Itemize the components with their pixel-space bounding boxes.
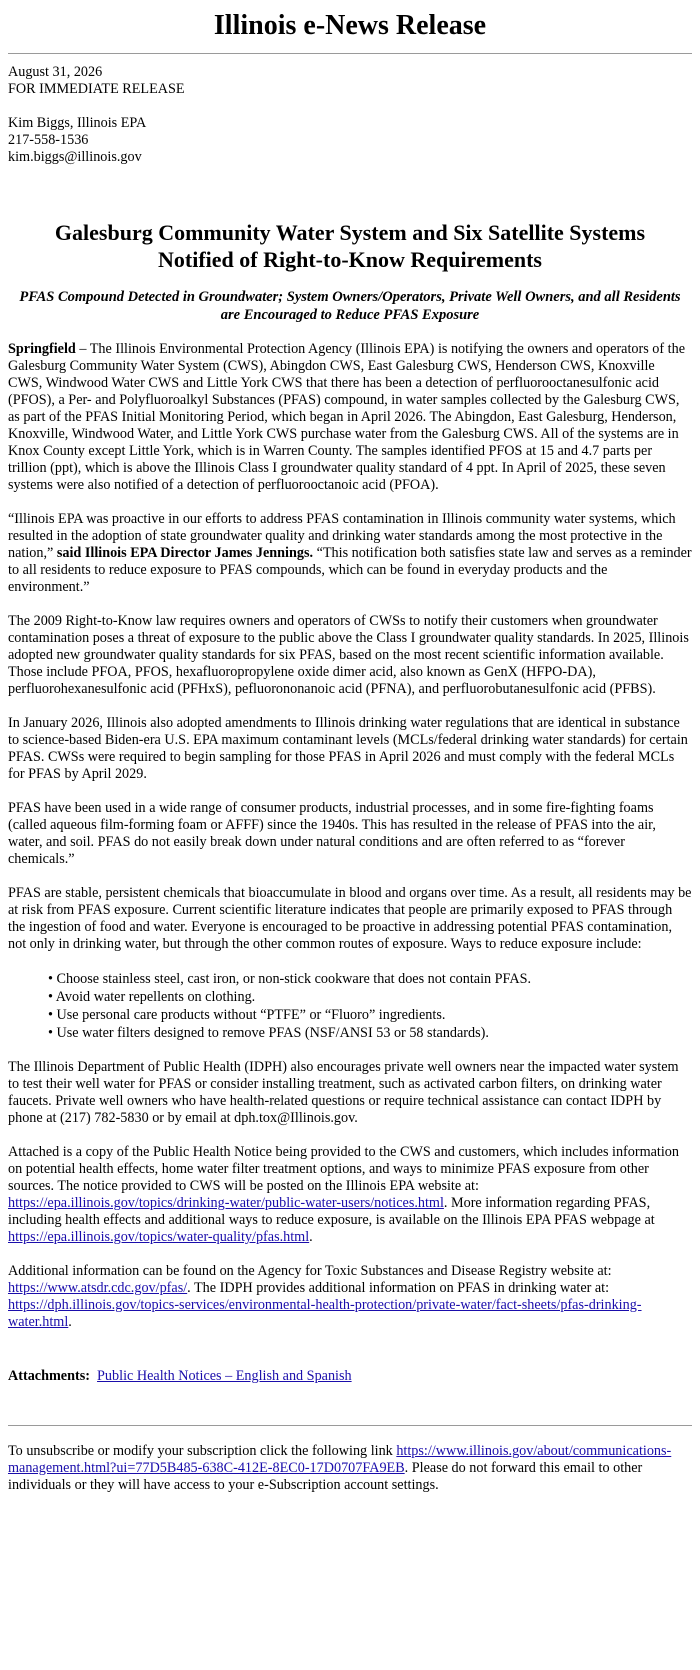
paragraph-right-to-know: The 2009 Right-to-Know law requires owners and operators of CWSs to notify their customers when groundwater contamination poses a threat of exposure to the public above the Class I groundwater quality standards. In 2025, Illinois adopted new groundwater quality standards for six PFAS, based on the most recent scientific information available. Those include PFOA, PFOS, hexafluoropropylene oxide dimer acid, also known as GenX (HFPO-DA), perfluorohexanesulfonic acid (PFHxS), pefluorononanoic acid (PFNA), and perfluorobutanesulfonic acid (PFBS).	[8, 613, 689, 697]
attachments-row	[8, 1368, 692, 1385]
list-item: • Avoid water repellents on clothing.	[48, 989, 256, 1005]
dateline: Springfield	[8, 341, 76, 357]
attachment-link[interactable]: Public Health Notices – English and Spanish	[97, 1368, 352, 1384]
paragraph-quote: “Illinois EPA was proactive in our efforts to address PFAS contamination in Illinois community water systems, which resulted in the adoption of state groundwater quality and drinking water standards among the most protective in the nation,” said Illinois EPA Director James Jennings. “This notification both satisfies state law and serves as a reminder to all residents to reduce exposure to PFAS compounds, which can be found in everyday products and the environment.”	[8, 511, 692, 595]
contact-phone: 217-558-1536	[8, 132, 89, 148]
paragraph-exposure: PFAS are stable, persistent chemicals that bioaccumulate in blood and organs over time. As a result, all residents may be at risk from PFAS exposure. Current scientific literature indicates that people are primarily exposed to PFAS through the ingestion of food and water. Everyone is encouraged to be proactive in addressing potential PFAS contamination, not only in drinking water, but through the other common routes of exposure. Ways to reduce exposure include:	[8, 885, 692, 952]
idph-pfas-link[interactable]: https://dph.illinois.gov/topics-services/environmental-health-protection/private-water/fact-sheets/pfas-drinking-water.html	[8, 1297, 642, 1330]
contact-email: kim.biggs@illinois.gov	[8, 149, 142, 165]
atsdr-link[interactable]: https://www.atsdr.cdc.gov/pfas/	[8, 1280, 188, 1296]
contact-name: Kim Biggs, Illinois EPA	[8, 115, 147, 131]
list-item: • Choose stainless steel, cast iron, or non-stick cookware that does not contain PFAS.	[48, 971, 532, 987]
release-headline: Galesburg Community Water System and Six Satellite Systems Notified of Right-to-Know Requirements	[54, 220, 646, 272]
attachments-label: Attachments:	[8, 1368, 90, 1384]
unsubscribe-link[interactable]: https://www.illinois.gov/about/communications-management.html?ui=77D5B485-638C-412E-8EC0-17D0707FA9EB	[8, 1443, 672, 1476]
paragraph-regulations: In January 2026, Illinois also adopted amendments to Illinois drinking water regulations that are identical in substance to science-based Biden-era U.S. EPA maximum contaminant levels (MCLs/federal drinking water standards) for certain PFAS. CWSs were required to begin sampling for those PFAS in April 2026 and must comply with the federal MCLs for PFAS by April 2029.	[8, 715, 688, 782]
paragraph-attached-notice: Attached is a copy of the Public Health Notice being provided to the CWS and customers, which includes information on potential health effects, home water filter treatment options, and ways to minimize PFAS exposure from other sources. The notice provided to CWS will be posted on the Illinois EPA website at: https://epa.illinois.gov/topics/drinking-water/public-water-users/notices.html. More information regarding PFAS, including health effects and additional ways to reduce exposure, is available on the Illinois EPA PFAS webpage at https://epa.illinois.gov/topics/water-quality/pfas.html.	[8, 1144, 679, 1245]
list-item: • Use personal care products without “PTFE” or “Fluoro” ingredients.	[48, 1007, 446, 1023]
paragraph-pfas-history: PFAS have been used in a wide range of consumer products, industrial processes, and in some fire-fighting foams (called aqueous film-forming foam or AFFF) since the 1940s. This has resulted in the release of PFAS into the air, water, and soil. PFAS do not easily break down under natural conditions and are often referred to as “forever chemicals.”	[8, 800, 656, 867]
page-title: Illinois e-News Release	[213, 10, 487, 41]
list-item: • Use water filters designed to remove PFAS (NSF/ANSI 53 or 58 standards).	[48, 1025, 489, 1041]
paragraph-additional-info: Additional information can be found on the Agency for Toxic Substances and Disease Registry website at: https://www.atsdr.cdc.gov/pfas/. The IDPH provides additional information on PFAS in drinking water at: https://dph.illinois.gov/topics-services/environmental-health-protection/private-water/fact-sheets/pfas-drinking-water.html.	[8, 1263, 642, 1330]
header-divider	[8, 53, 692, 54]
notices-link[interactable]: https://epa.illinois.gov/topics/drinking-water/public-water-users/notices.html	[8, 1195, 444, 1211]
release-subheadline: PFAS Compound Detected in Groundwater; System Owners/Operators, Private Well Owners, and all Residents are Encouraged to Reduce PFAS Exposure	[19, 289, 681, 323]
unsubscribe-note: To unsubscribe or modify your subscription click the following link https://www.illinois.gov/about/communications-management.html?ui=77D5B485-638C-412E-8EC0-17D0707FA9EB. Please do not forward this email to other individuals or they will have access to your e-Subscription account settings.	[8, 1443, 672, 1493]
pfas-webpage-link[interactable]: https://epa.illinois.gov/topics/water-quality/pfas.html	[8, 1229, 310, 1245]
release-date: August 31, 2026	[8, 64, 103, 80]
quote-attribution: said Illinois EPA Director James Jennings.	[53, 545, 314, 561]
paragraph-intro: Springfield – The Illinois Environmental Protection Agency (Illinois EPA) is notifying the owners and operators of the Galesburg Community Water System (CWS), Abingdon CWS, East Galesburg CWS, Henderson CWS, Knoxville CWS, Windwood Water CWS and Little York CWS that there has been a detection of perfluorooctanesulfonic acid (PFOS), a Per- and Polyfluoroalkyl Substances (PFAS) compound, in water samples collected by the Galesburg CWS, as part of the PFAS Initial Monitoring Period, which began in April 2026. The Abingdon, East Galesburg, Henderson, Knoxville, Windwood Water, and Little York CWS purchase water from the Galesburg CWS. All of the systems are in Knox County except Little York, which is in Warren County. The samples identified PFOS at 15 and 4.7 parts per trillion (ppt), which is above the Illinois Class I groundwater quality standard of 4 ppt. In April of 2025, these seven systems were also notified of a detection of perfluorooctanoic acid (PFOA).	[8, 341, 685, 493]
email-page	[8, 0, 692, 1494]
release-type: FOR IMMEDIATE RELEASE	[8, 81, 185, 97]
paragraph-idph: The Illinois Department of Public Health (IDPH) also encourages private well owners near the impacted water system to test their well water for PFAS or consider installing treatment, such as activated carbon filters, on drinking water faucets. Private well owners who have health-related questions or require technical assistance can contact IDPH by phone at (217) 782-5830 or by email at dph.tox@Illinois.gov.	[8, 1059, 679, 1126]
exposure-tips-list	[8, 970, 692, 1042]
release-meta	[8, 64, 692, 166]
